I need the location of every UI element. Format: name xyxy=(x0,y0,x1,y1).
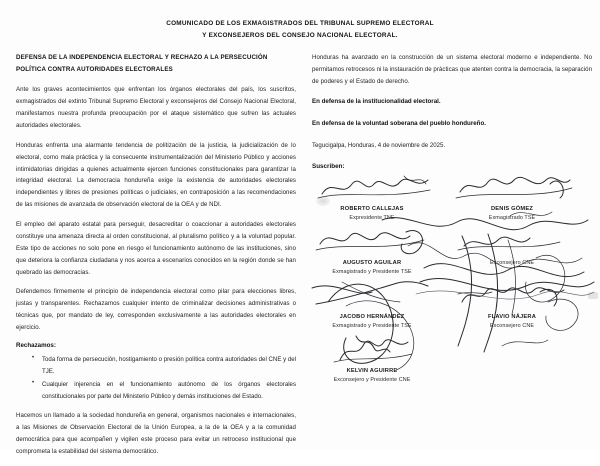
paragraph-5: Hacemos un llamado a la sociedad hondureña en general, organismos nacionales e internacionales, a las Misiones de Observación Electoral de la Unión Europea, a la de la OEA y a la comunidad democrática para que acompañen y vigilen este proceso para evitar un retroceso institucional que comprometa la estabilidad del sistema democrático. xyxy=(16,412,296,456)
paragraph-4: Defendemos firmemente el principio de independencia electoral como pilar para elecciones libres, justas y transparentes. Rechazamos cualquier intento de criminalizar decisiones administrativas o técnicas que, por mandato de ley, corresponden exclusivamente a las autoridades electorales en ejercicio. xyxy=(16,288,296,332)
left-column-subtitle: DEFENSA DE LA INDEPENDENCIA ELECTORAL Y RECHAZO A LA PERSECUCIÓN POLÍTICA CONTRA AUTORIDADES ELECTORALES xyxy=(16,54,268,73)
signature-block xyxy=(452,284,592,338)
signatory-name: AUGUSTO AGUILAR xyxy=(342,260,402,267)
signature-block xyxy=(312,338,452,392)
paragraph-1: Ante los graves acontecimientos que enfrentan los órganos electorales del país, los suscritos, exmagistrados del extinto Tribunal Supremo Electoral y exconsejeros del Consejo Nacional Electoral, manifestamos nuestra profunda preocupación por el ataque sistemático que sufren las actuales autoridades electorales. xyxy=(16,86,296,129)
place-and-date: Tegucigalpa, Honduras, 4 de noviembre de 2025. xyxy=(312,141,446,149)
handwritten-signature-icon xyxy=(456,280,574,310)
signatory-name: JACOBO HERNÁNDEZ xyxy=(339,314,405,321)
paragraph-3: El empleo del aparato estatal para perseguir, desacreditar o coaccionar a autoridades electorales constituye una amenaza directa al orden constitucional, al pluralismo político y a la voluntad popular. Este tipo de acciones no solo pone en riesgo el funcionamiento autónomo de las instituciones, sino que deteriora la confianza ciudadana y nos acerca a escenarios conocidos en la región donde se han quebrado las democracias. xyxy=(16,221,296,276)
signatory-role: Exmagistrado TSE xyxy=(488,215,536,222)
signature-block xyxy=(452,176,592,230)
right-paragraph-1: Honduras ha avanzado en la construcción de un sistema electoral moderno e independiente. No permitamos retrocesos ni la instauración de prácticas que atenten contra la democracia, la separación de poderes y el Estado de derecho. xyxy=(312,54,592,86)
handwritten-signature-icon xyxy=(456,172,574,202)
rejections-list xyxy=(16,354,296,403)
closing-line-1: En defensa de la institucionalidad electoral. xyxy=(312,97,441,105)
closing-line-2: En defensa de la voluntad soberana del pueblo hondureño. xyxy=(312,119,486,127)
signature-area xyxy=(312,176,592,394)
signature-block xyxy=(312,230,452,284)
signatory-role: Exconsejero CNE xyxy=(489,323,535,330)
handwritten-signature-icon xyxy=(316,280,434,310)
rejections-heading: Rechazamos: xyxy=(16,341,56,349)
handwritten-signature-icon xyxy=(316,334,434,364)
signatory-name: FLAVIO NÁJERA xyxy=(488,314,536,321)
signature-grid xyxy=(312,176,592,392)
header-line-2: Y EXCONSEJEROS DEL CONSEJO NACIONAL ELECTORAL. xyxy=(202,32,398,40)
list-item: • Cualquier injerencia en el funcionamiento autónomo de los órganos electorales constitucionales por parte del Ministerio Público y demás instituciones del Estado. xyxy=(34,379,296,403)
signatory-role: Exconsejero CNE xyxy=(489,260,535,267)
handwritten-signature-icon xyxy=(456,226,574,256)
list-item: • Toda forma de persecución, hostigamiento o presión política contra autoridades del CNE y del TJE. xyxy=(34,354,296,378)
signature-block xyxy=(312,176,452,230)
signature-block xyxy=(312,284,452,338)
right-column xyxy=(312,52,592,466)
paper-smudge xyxy=(316,196,330,206)
signatory-role: Expresidente TNE xyxy=(349,215,395,222)
document-header xyxy=(0,0,600,46)
signatory-name: KELVIN AGUIRRE xyxy=(346,368,398,375)
left-column xyxy=(16,52,296,466)
handwritten-signature-icon xyxy=(316,172,434,202)
signatory-role: Exconsejero y Presidente CNE xyxy=(333,377,411,384)
signature-block xyxy=(452,230,592,284)
signatory-name: DENIS GÓMEZ xyxy=(490,206,533,213)
handwritten-signature-icon xyxy=(316,226,434,256)
subscribers-label: Suscriben: xyxy=(312,163,345,171)
signatory-name: ROBERTO CALLEJAS xyxy=(340,206,404,213)
paper-edge-mark xyxy=(588,292,598,299)
paragraph-2: Honduras enfrenta una alarmante tendencia de politización de la justicia, la judicialización de lo electoral, como mala práctica y la consecuente instrumentalización del Ministerio Público y acciones intimidatorias dirigidas a quienes actualmente ejercen funciones constitucionales para garantizar la integridad electoral. La democracia hondureña exige la existencia de autoridades electorales independientes y libres de presiones políticas o judiciales, en contraposición a las recomendaciones de las misiones de avanzada de observación electoral de la OEA y de NDI. xyxy=(16,141,296,209)
header-line-1: COMUNICADO DE LOS EXMAGISTRADOS DEL TRIBUNAL SUPREMO ELECTORAL xyxy=(166,20,434,27)
signatory-role: Exmagistrado y Presidente TSE xyxy=(332,323,412,330)
signatory-role: Exmagistrado y Presidente TSE xyxy=(332,269,412,276)
document-body xyxy=(0,46,600,466)
